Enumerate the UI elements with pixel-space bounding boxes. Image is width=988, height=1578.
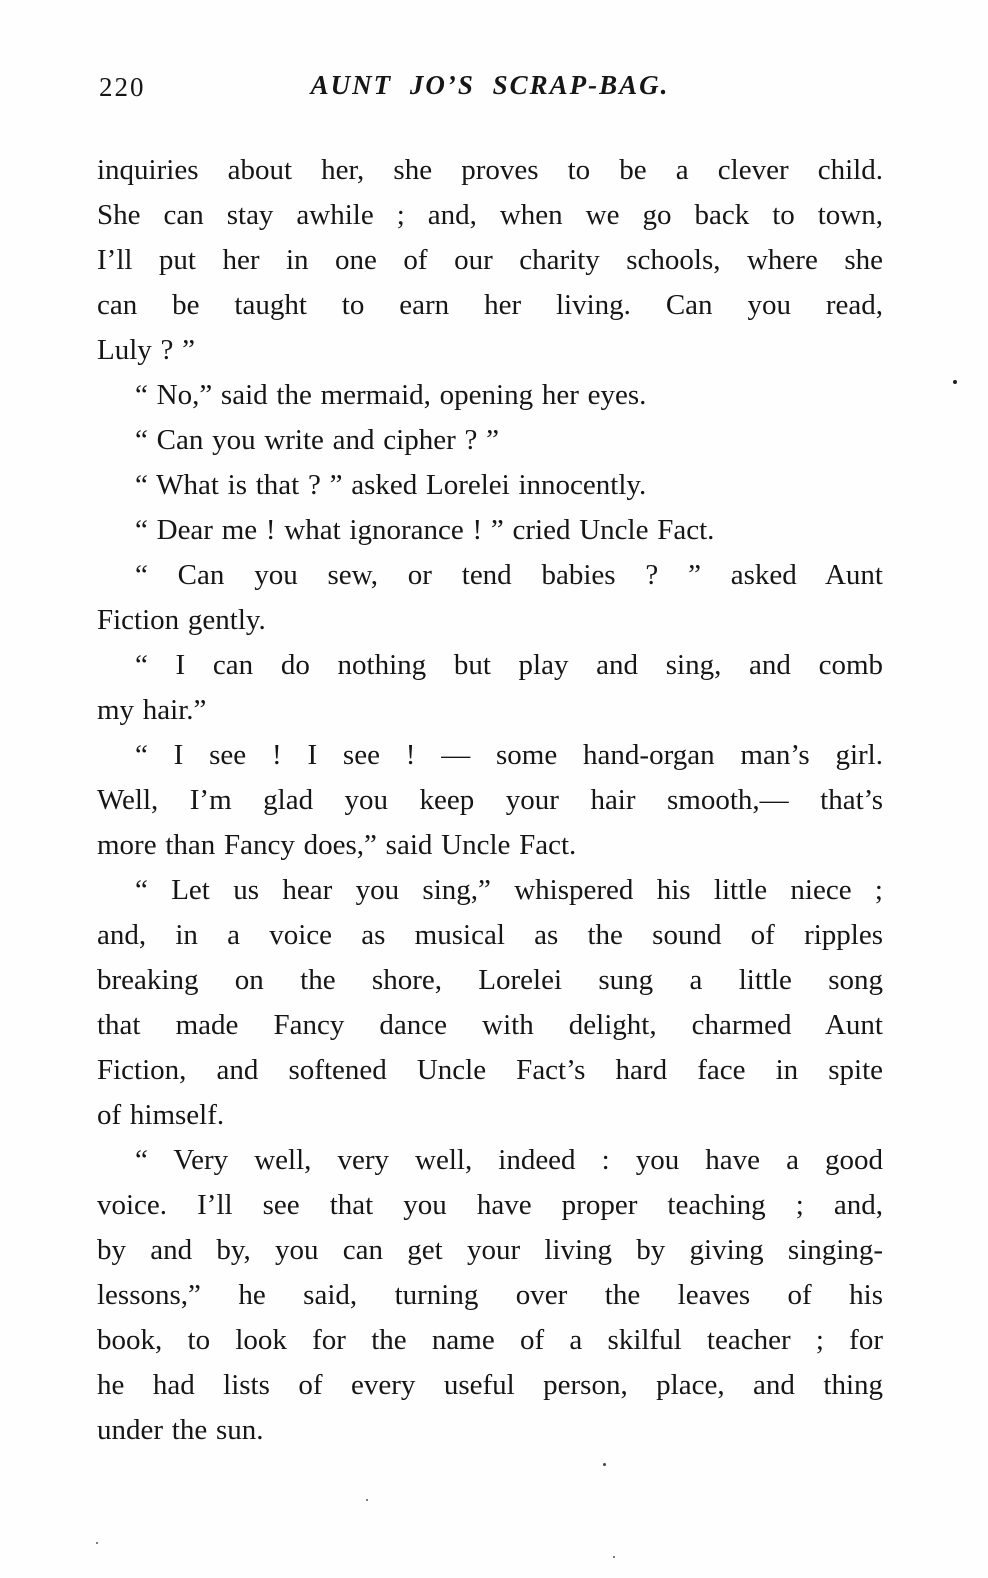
scan-speck	[366, 1499, 368, 1501]
text-line: I’ll put her in one of our charity schools, where she	[97, 244, 883, 276]
text-line: voice. I’ll see that you have proper teaching ; and,	[97, 1189, 883, 1221]
text-line: “ Let us hear you sing,” whispered his little niece ;	[135, 874, 883, 906]
text-line: more than Fancy does,” said Uncle Fact.	[97, 829, 577, 861]
text-line: She can stay awhile ; and, when we go back to town,	[97, 199, 883, 231]
text-line: can be taught to earn her living. Can you read,	[97, 289, 883, 321]
running-title: AUNT JO’S SCRAP-BAG.	[310, 70, 670, 100]
scan-speck	[96, 1542, 98, 1544]
text-line: my hair.”	[97, 694, 207, 726]
scan-speck	[603, 1463, 606, 1466]
text-line: “ I see ! I see ! — some hand-organ man’s girl.	[135, 739, 883, 771]
text-line: he had lists of every useful person, place, and thing	[97, 1369, 883, 1401]
text-line: inquiries about her, she proves to be a clever child.	[97, 154, 883, 186]
text-line: lessons,” he said, turning over the leaves of his	[97, 1279, 883, 1311]
text-line: Well, I’m glad you keep your hair smooth,— that’s	[97, 784, 883, 816]
text-line: “ Can you sew, or tend babies ? ” asked Aunt	[135, 559, 883, 591]
text-line: that made Fancy dance with delight, charmed Aunt	[97, 1009, 883, 1041]
scan-speck	[613, 1556, 615, 1558]
text-line: “ Dear me ! what ignorance ! ” cried Uncle Fact.	[135, 514, 715, 546]
text-line: “ Can you write and cipher ? ”	[135, 424, 499, 456]
page-body	[97, 148, 883, 1453]
text-line: “ No,” said the mermaid, opening her eyes.	[135, 379, 647, 411]
text-line: “ I can do nothing but play and sing, and comb	[135, 649, 883, 681]
text-line: “ Very well, very well, indeed : you have a good	[135, 1144, 883, 1176]
text-line: Luly ? ”	[97, 334, 196, 366]
text-line: of himself.	[97, 1099, 225, 1131]
text-line: Fiction, and softened Uncle Fact’s hard face in spite	[97, 1054, 883, 1086]
text-line: breaking on the shore, Lorelei sung a little song	[97, 964, 883, 996]
scan-speck	[953, 380, 957, 384]
page-number: 220	[99, 72, 146, 102]
text-line: by and by, you can get your living by giving singing-	[97, 1234, 883, 1266]
text-line: and, in a voice as musical as the sound of ripples	[97, 919, 883, 951]
page-header	[97, 70, 883, 110]
text-line: under the sun.	[97, 1414, 264, 1446]
text-line: Fiction gently.	[97, 604, 266, 636]
text-line: “ What is that ? ” asked Lorelei innocently.	[135, 469, 647, 501]
text-line: book, to look for the name of a skilful teacher ; for	[97, 1324, 883, 1356]
